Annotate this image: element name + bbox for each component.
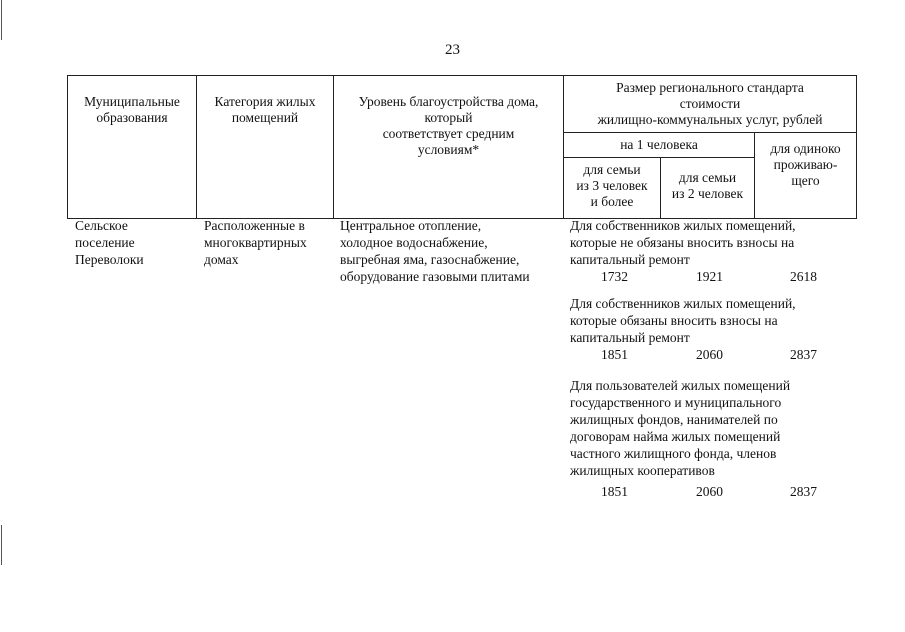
group-description: Для собственников жилых помещений, которые не обязаны вносить взносы на капитальный ремонт [570, 218, 796, 267]
value-family-2: 2060 [696, 347, 723, 362]
scan-edge-mark-top [1, 0, 2, 40]
header-per-person: на 1 человека [564, 133, 755, 158]
group-description: Для собственников жилых помещений, которые обязаны вносить взносы на капитальный ремонт [570, 296, 796, 345]
value-family-3: 1732 [601, 269, 628, 284]
row-category: Расположенные в многоквартирных домах [204, 218, 307, 267]
group-values [570, 268, 870, 286]
users-tenants-group [570, 377, 870, 501]
header-category: Категория жилых помещений [197, 76, 334, 219]
value-family-2: 2060 [696, 484, 723, 499]
value-single: 2837 [790, 484, 817, 499]
owners-obliged-group [570, 295, 870, 364]
row-comfort-level: Центральное отопление, холодное водоснабжение, выгребная яма, газоснабжение, оборудование газовыми плитами [340, 218, 530, 284]
standard-cost-table-header [67, 75, 857, 219]
value-family-3: 1851 [601, 484, 628, 499]
header-family-3: для семьи из 3 человек и более [564, 158, 661, 219]
header-regional-standard: Размер регионального стандарта стоимости жилищно-коммунальных услуг, рублей [564, 76, 857, 133]
value-family-3: 1851 [601, 347, 628, 362]
row-municipality: Сельское поселение Переволоки [75, 218, 144, 267]
header-municipality: Муниципальные образования [68, 76, 197, 219]
value-single: 2618 [790, 269, 817, 284]
group-description: Для пользователей жилых помещений государственного и муниципального жилищных фондов, нанимателей по договорам найма жилых помещений частного жилищного фонда, членов жилищных кооперативов [570, 378, 791, 478]
header-comfort-level: Уровень благоустройства дома, который соответствует средним условиям* [334, 76, 564, 219]
owners-not-obliged-group [570, 217, 870, 286]
group-values [570, 346, 870, 364]
value-family-2: 1921 [696, 269, 723, 284]
scan-edge-mark-bottom [1, 525, 2, 565]
value-single: 2837 [790, 347, 817, 362]
page-number: 23 [445, 42, 460, 58]
group-values [570, 483, 870, 501]
header-family-2: для семьи из 2 человек [661, 158, 755, 219]
header-single-resident: для одиноко проживаю- щего [755, 133, 857, 219]
